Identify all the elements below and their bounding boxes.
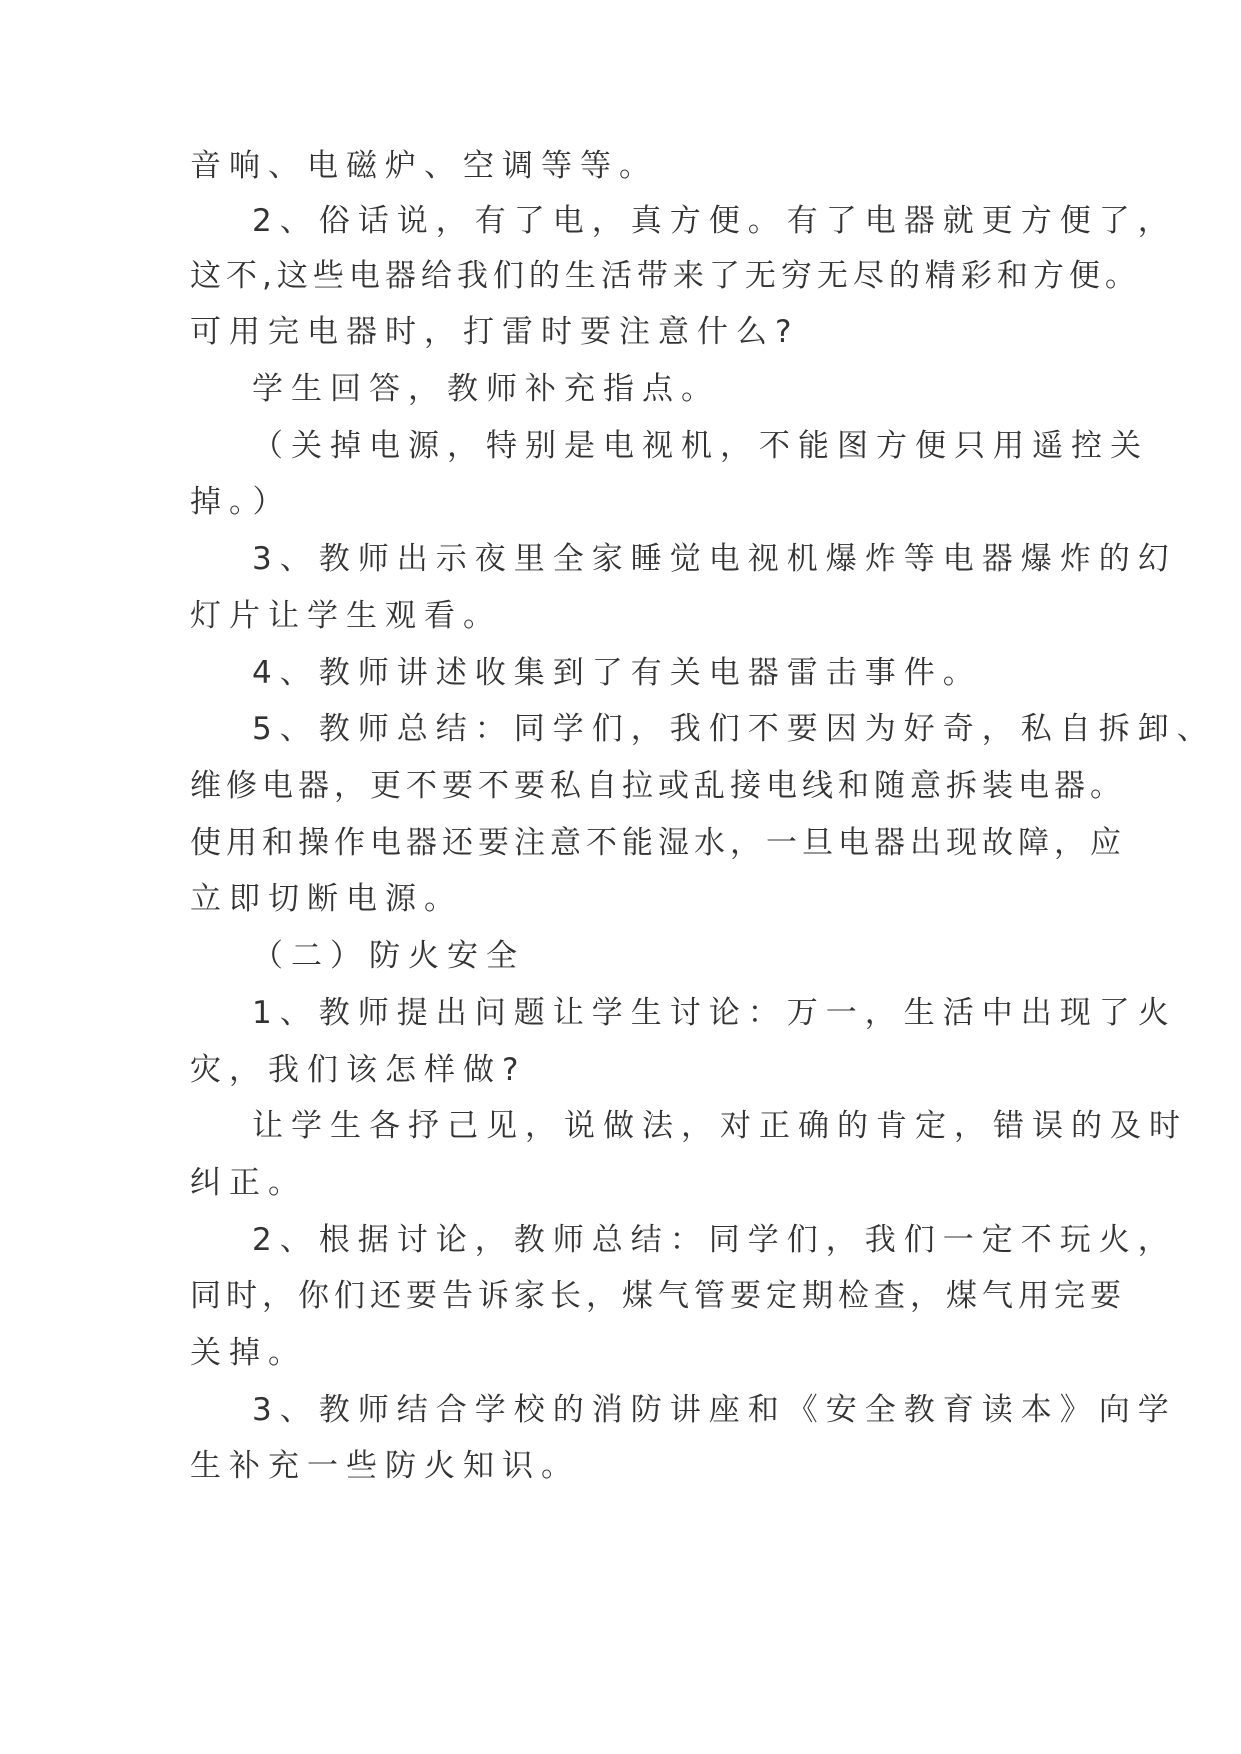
- text-line: 音响、电磁炉、空调等等。: [190, 148, 658, 184]
- text-line: 立即切断电源。: [190, 881, 463, 917]
- text-line: 关掉。: [190, 1335, 307, 1371]
- text-line: 灯片让学生观看。: [190, 598, 502, 634]
- text-line: 使用和操作电器还要注意不能湿水，一旦电器出现故障，应: [190, 825, 1126, 861]
- section-heading: （二）防火安全: [252, 938, 525, 974]
- text-line: 学生回答，教师补充指点。: [252, 371, 720, 407]
- text-line: 维修电器，更不要不要私自拉或乱接电线和随意拆装电器。: [190, 768, 1126, 804]
- text-line: 4、教师讲述收集到了有关电器雷击事件。: [252, 655, 982, 691]
- text-line: 2、俗话说，有了电，真方便。有了电器就更方便了，: [252, 203, 1177, 239]
- text-line: 3、教师结合学校的消防讲座和《安全教育读本》向学: [252, 1392, 1177, 1428]
- text-line: 掉。）: [190, 484, 292, 520]
- text-line: 生补充一些防火知识。: [190, 1448, 580, 1484]
- text-line: 同时，你们还要告诉家长，煤气管要定期检查，煤气用完要: [190, 1278, 1126, 1314]
- text-line: 纠正。: [190, 1165, 307, 1201]
- text-line: 5、教师总结：同学们，我们不要因为好奇，私自拆卸、: [252, 711, 1216, 747]
- text-line: 灾，我们该怎样做?: [190, 1052, 527, 1088]
- text-line: 可用完电器时，打雷时要注意什么?: [190, 314, 800, 350]
- text-line: 这不,这些电器给我们的生活带来了无穷无尽的精彩和方便。: [190, 258, 1141, 294]
- text-line: 让学生各抒己见，说做法，对正确的肯定，错误的及时: [252, 1108, 1188, 1144]
- text-line: 3、教师出示夜里全家睡觉电视机爆炸等电器爆炸的幻: [252, 541, 1177, 577]
- text-line: 1、教师提出问题让学生讨论：万一，生活中出现了火: [252, 995, 1177, 1031]
- text-line: （关掉电源，特别是电视机，不能图方便只用遥控关: [252, 428, 1149, 464]
- text-line: 2、根据讨论，教师总结：同学们，我们一定不玩火，: [252, 1222, 1177, 1258]
